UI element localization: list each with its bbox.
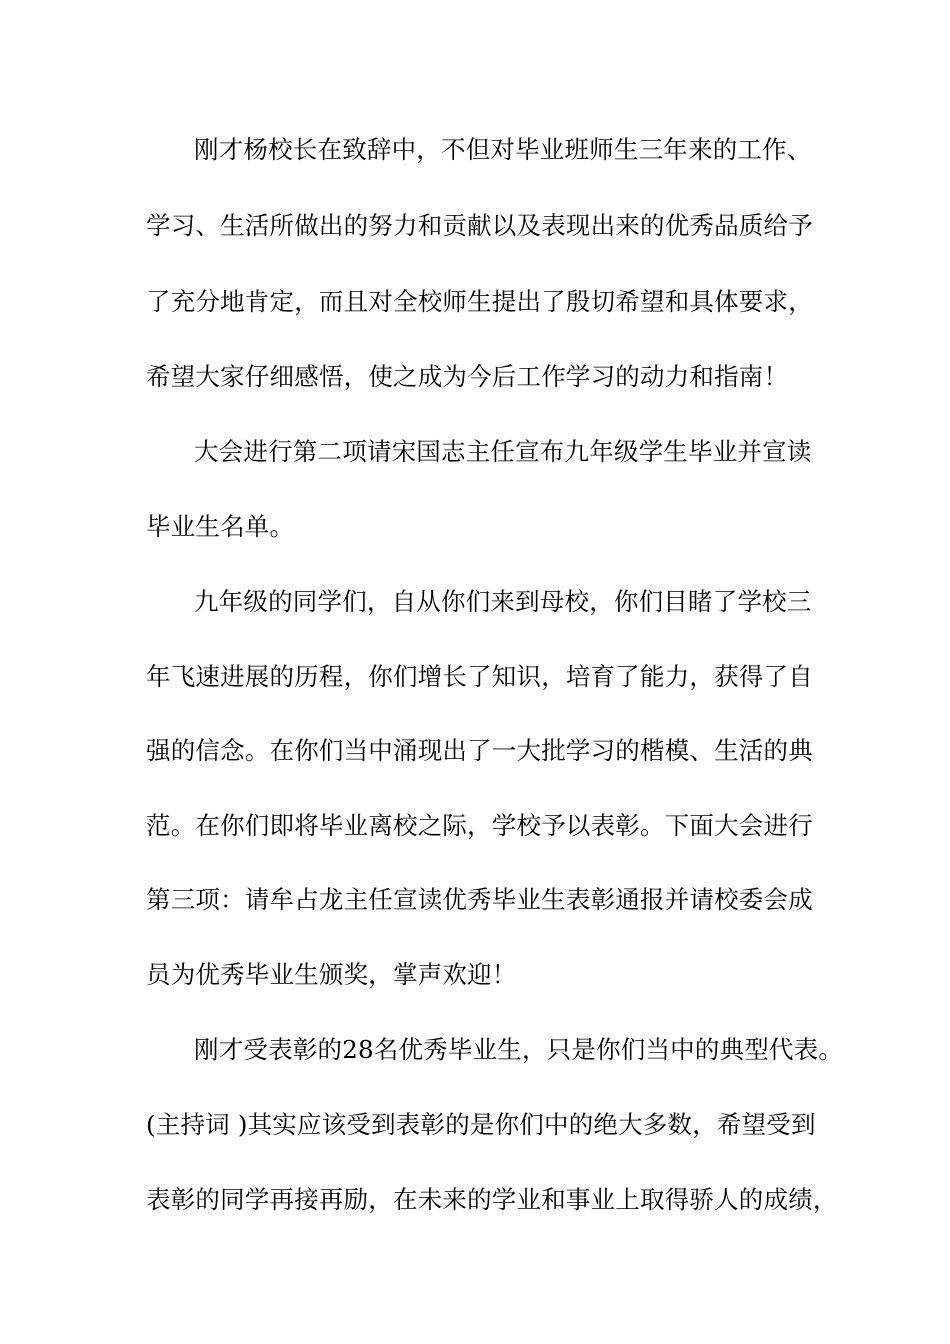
paragraph-4-line-3: 表彰的同学再接再励，在未来的学业和事业上取得骄人的成绩， — [146, 1185, 838, 1214]
paragraph-3-line-6: 员为优秀毕业生颁奖，掌声欢迎！ — [146, 960, 517, 989]
paragraph-1-line-2: 学习、生活所做出的努力和贡献以及表现出来的优秀品质给予 — [146, 211, 813, 240]
paragraph-3-line-3: 强的信念。在你们当中涌现出了一大批学习的楷模、生活的典 — [146, 736, 813, 765]
paragraph-4-line-1: 刚才受表彰的28名优秀毕业生，只是你们当中的典型代表。 — [194, 1035, 844, 1064]
paragraph-3-line-1: 九年级的同学们，自从你们来到母校，你们目睹了学校三 — [194, 587, 812, 616]
paragraph-1-line-4: 希望大家仔细感悟，使之成为今后工作学习的动力和指南！ — [146, 362, 789, 391]
paragraph-3-line-4: 范。在你们即将毕业离校之际，学校予以表彰。下面大会进行 — [146, 811, 813, 840]
paragraph-1-line-1: 刚才杨校长在致辞中，不但对毕业班师生三年来的工作、 — [194, 135, 812, 164]
paragraph-2-line-2: 毕业生名单。 — [146, 512, 295, 541]
paragraph-4-line-2: (主持词 )其实应该受到表彰的是你们中的绝大多数，希望受到 — [146, 1110, 816, 1139]
paragraph-1-line-3: 了充分地肯定，而且对全校师生提出了殷切希望和具体要求， — [146, 287, 813, 316]
paragraph-3-line-5: 第三项：请牟占龙主任宣读优秀毕业生表彰通报并请校委会成 — [146, 885, 813, 914]
paragraph-3-line-2: 年飞速进展的历程，你们增长了知识，培育了能力，获得了自 — [146, 662, 813, 691]
paragraph-2-line-1: 大会进行第二项请宋国志主任宣布九年级学生毕业并宣读 — [194, 437, 812, 466]
